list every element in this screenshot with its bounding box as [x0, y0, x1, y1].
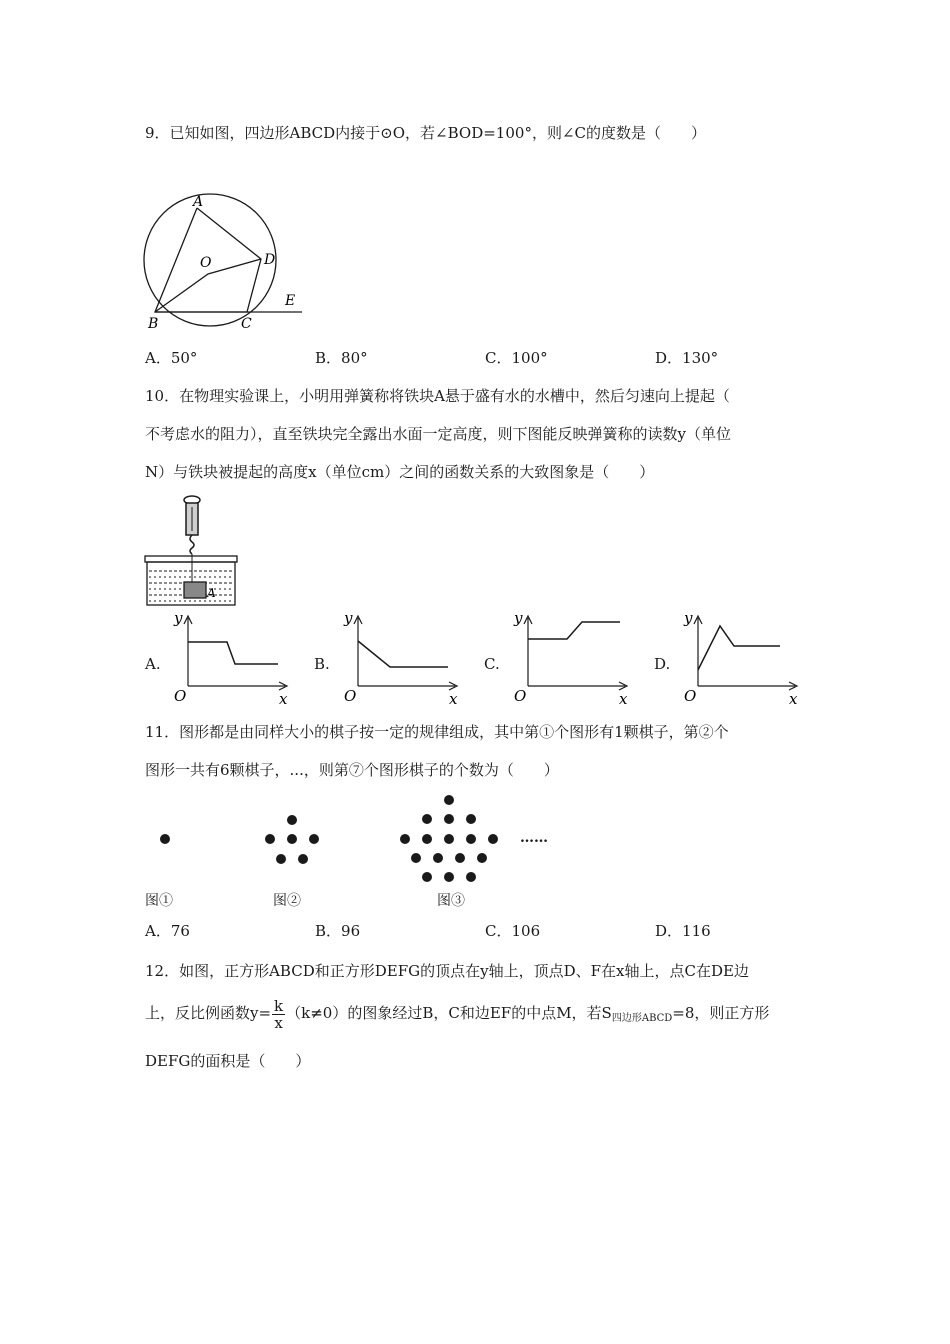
q9-option-b[interactable]: B．80°: [315, 349, 368, 367]
question-12-line-2: 上，反比例函数y= $\frac{k}{x}$ （k≠0）的图象经过B，C和边EF的中点M，若$S_{四边形ABCD}=8$，则正方形: [145, 996, 770, 1032]
graph-c-x-label: x: [619, 690, 628, 708]
label-b: B: [148, 316, 159, 332]
graph-b-x-label: x: [449, 690, 458, 708]
label-a: A: [193, 194, 204, 210]
q11-option-b[interactable]: B．96: [315, 922, 361, 940]
question-11-line-1: 11．图形都是由同样大小的棋子按一定的规律组成，其中第①个图形有1颗棋子，第②个: [145, 723, 729, 741]
caption-figure-1: 图①: [145, 893, 173, 909]
iron-block-label: A: [207, 586, 216, 600]
label-o: O: [200, 255, 212, 271]
pattern-ellipsis: ……: [520, 830, 548, 846]
q10-option-b[interactable]: B.: [314, 655, 330, 673]
graph-c-origin: O: [514, 687, 527, 705]
q9-option-c[interactable]: C．100°: [485, 349, 548, 367]
graph-d-x-label: x: [789, 690, 798, 708]
graph-b-origin: O: [344, 687, 357, 705]
q10-option-c[interactable]: C.: [484, 655, 500, 673]
question-9-options: [145, 347, 765, 371]
question-10-line-2: 不考虑水的阻力），直至铁块完全露出水面一定高度，则下图能反映弹簧称的读数y（单位: [145, 425, 731, 443]
graph-c-y-label: y: [514, 609, 523, 627]
area-subscript: 四边形ABCD: [611, 1013, 673, 1024]
graph-a-y-label: y: [174, 609, 183, 627]
graph-c: [510, 608, 635, 708]
chess-pattern-figure: [144, 790, 554, 910]
fraction-k-over-x: $\frac{k}{x}$: [274, 996, 284, 1032]
graph-d-y-label: y: [684, 609, 693, 627]
question-10: [145, 377, 815, 491]
caption-figure-3: 图③: [437, 893, 465, 909]
question-11-line-2: 图形一共有6颗棋子，...，则第⑦个图形棋子的个数为（ ）: [145, 761, 559, 779]
question-11-options: [145, 920, 765, 944]
label-e: E: [285, 293, 296, 309]
spring-scale-apparatus: [144, 493, 239, 608]
question-10-line-3: N）与铁块被提起的高度x（单位cm）之间的函数关系的大致图象是（ ）: [145, 463, 655, 481]
graph-b-y-label: y: [344, 609, 353, 627]
graph-d: [680, 608, 805, 708]
graph-a-x-label: x: [279, 690, 288, 708]
q11-option-a[interactable]: A．76: [145, 922, 190, 940]
graph-d-origin: O: [684, 687, 697, 705]
question-10-line-1: 10．在物理实验课上，小明用弹簧称将铁块A悬于盛有水的水槽中，然后匀速向上提起（: [145, 387, 730, 405]
question-9-text: 9．已知如图，四边形ABCD内接于⊙O，若∠BOD=100°，则∠C的度数是（ ）: [145, 124, 706, 142]
question-12-line-3: DEFG的面积是（ ）: [145, 1052, 311, 1070]
q11-option-d[interactable]: D．116: [655, 922, 711, 940]
question-12: [145, 950, 815, 1082]
q11-option-c[interactable]: C．106: [485, 922, 541, 940]
label-d: D: [264, 252, 276, 268]
circle-figure: [140, 190, 310, 335]
graph-a: [170, 608, 295, 708]
question-12-line-1: 12．如图，正方形ABCD和正方形DEFG的顶点在y轴上，顶点D、F在x轴上，点C在DE边: [145, 962, 749, 980]
question-11: [145, 713, 815, 789]
label-c: C: [241, 316, 252, 332]
q9-option-d[interactable]: D．130°: [655, 349, 719, 367]
q10-option-a[interactable]: A.: [145, 655, 161, 673]
question-9: [145, 114, 815, 152]
caption-figure-2: 图②: [273, 893, 301, 909]
q9-option-a[interactable]: A．50°: [145, 349, 198, 367]
graph-b: [340, 608, 465, 708]
graph-a-origin: O: [174, 687, 187, 705]
q10-option-d[interactable]: D.: [654, 655, 671, 673]
